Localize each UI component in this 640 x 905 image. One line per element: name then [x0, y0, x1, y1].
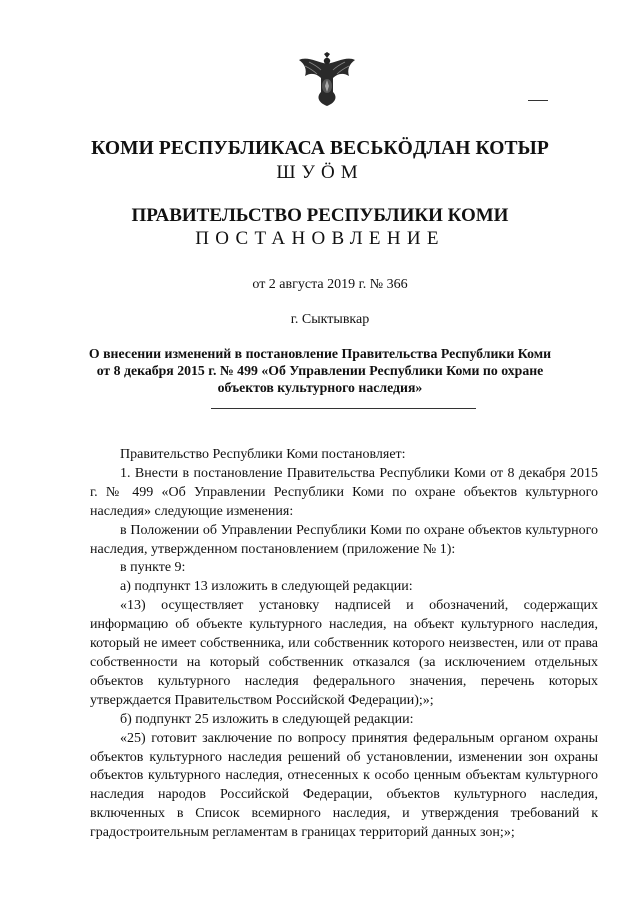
paragraph: «25) готовит заключение по вопросу принятия федеральным органом охраны объектов культурного наследия решений об установлении, изменении зон охраны объектов культурного наследия, отнесенных к особо ценным объектам культурного наследия народов Российской Федерации, объектов культурного наследия, включенных в Список всемирного наследия, и утверждения требований к градостроительным регламентам в границах территорий данных зон;»; [90, 730, 598, 841]
komi-subheading: ШУӦМ [276, 162, 364, 183]
title-line: объектов культурного наследия» [217, 380, 423, 395]
paragraph: в Положении об Управлении Республики Коми по охране объектов культурного наследия, утвержденном постановлением (приложение № 1): [90, 522, 598, 557]
government-heading: ПРАВИТЕЛЬСТВО РЕСПУБЛИКИ КОМИ [131, 205, 509, 226]
paragraph: а) подпункт 13 изложить в следующей редакции: [120, 579, 413, 595]
paragraph: 1. Внести в постановление Правительства Республики Коми от 8 декабря 2015 г. № 499 «Об Управлении Республики Коми по охране объектов культурного наследия» следующие изменения: [90, 465, 598, 519]
paragraph: б) подпункт 25 изложить в следующей редакции: [120, 711, 414, 727]
document-body [90, 446, 598, 843]
paragraph: Правительство Республики Коми постановляет: [120, 447, 406, 462]
title-line: от 8 декабря 2015 г. № 499 «Об Управлении Республики Коми по охране [96, 363, 544, 378]
coat-of-arms-emblem [297, 52, 357, 106]
title-line: О внесении изменений в постановление Правительства Республики Коми [88, 346, 552, 361]
title-underline [211, 408, 476, 409]
corner-dash [528, 100, 548, 101]
document-date-number: от 2 августа 2019 г. № 366 [252, 277, 408, 292]
komi-heading: КОМИ РЕСПУБЛИКАСА ВЕСЬКӦДЛАН КОТЫР [91, 138, 549, 159]
paragraph: в пункте 9: [120, 560, 186, 576]
document-title [0, 345, 640, 396]
resolution-heading: ПОСТАНОВЛЕНИЕ [195, 228, 445, 249]
document-city: г. Сыктывкар [290, 312, 370, 327]
paragraph: «13) осуществляет установку надписей и обозначений, содержащих информацию об объекте культурного наследия, на объект культурного наследия, который не имеет собственника, или собственник которого неизвестен, или от права собственности на который собственник отказался (за исключением отдельных объектов культурного наследия федерального значения, перечень которых утверждается Правительством Российской Федерации);»; [90, 598, 598, 708]
